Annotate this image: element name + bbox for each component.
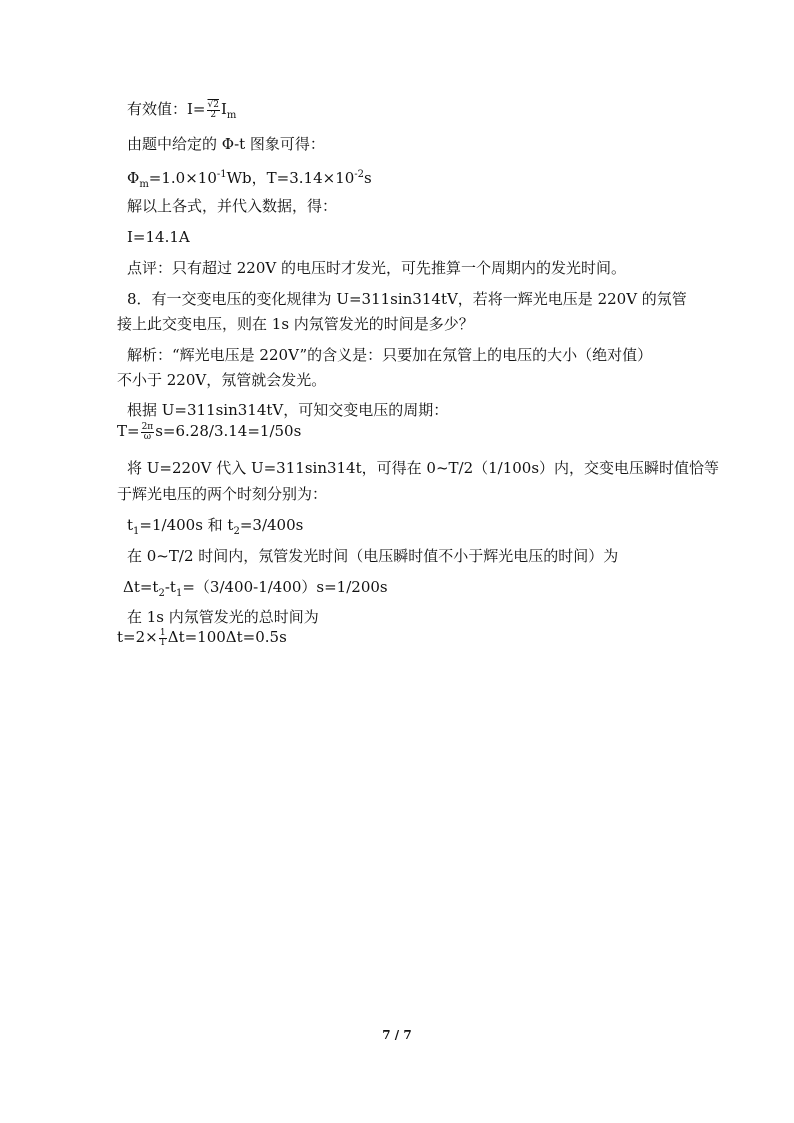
subscript: 2 (233, 526, 240, 537)
superscript: -2 (354, 169, 365, 180)
comment-line: 点评：只有超过 220V 的电压时才发光，可先推算一个周期内的发光时间。 (127, 259, 627, 277)
paragraph-line: 由题中给定的 Φ-t 图象可得： (127, 135, 325, 153)
result-line: I=14.1A (127, 228, 190, 246)
text: -t (164, 578, 176, 596)
question-line: 8．有一交变电压的变化规律为 U=311sin314tV，若将一辉光电压是 220V 的氖管 (127, 290, 687, 308)
paragraph-line: 在 1s 内氖管发光的总时间为 (127, 608, 319, 626)
subscript: 1 (175, 588, 183, 599)
text: Wb，T=3.14×10 (226, 169, 355, 187)
period-formula-line (117, 422, 301, 442)
text: =1.0×10 (148, 169, 217, 187)
text: I (220, 100, 227, 118)
fraction-numerator: 1 (159, 627, 166, 638)
formula-line (123, 578, 388, 603)
text: =3/400s (239, 516, 304, 534)
subscript: 1 (133, 526, 140, 537)
formula-line (127, 166, 372, 194)
total-time-formula-line (117, 628, 287, 648)
fraction (141, 423, 155, 442)
paragraph-line: 将 U=220V 代入 U=311sin314t，可得在 0~T/2（1/100s）内，交变电压瞬时值恰等 (127, 459, 720, 477)
text: Δt=100Δt=0.5s (167, 628, 287, 646)
paragraph-line: 于辉光电压的两个时刻分别为： (117, 485, 328, 503)
fraction-denominator: 2 (210, 109, 217, 120)
fraction-denominator: ω (143, 431, 152, 442)
fraction (159, 629, 167, 648)
paragraph-line: 解以上各式，并代入数据，得： (127, 197, 338, 215)
text: Δt=t (123, 578, 159, 596)
fraction-numerator: 2π (141, 421, 154, 432)
text: t=2× (117, 628, 158, 646)
text: =（3/400-1/400）s=1/200s (182, 578, 388, 596)
analysis-line: 不小于 220V，氖管就会发光。 (117, 371, 327, 389)
superscript: -1 (216, 169, 227, 180)
fraction (207, 101, 220, 120)
formula-line (127, 516, 303, 541)
paragraph-line: 在 0~T/2 时间内，氖管发光时间（电压瞬时值不小于辉光电压的时间）为 (127, 547, 619, 565)
subscript: m (139, 179, 149, 190)
question-line: 接上此交变电压，则在 1s 内氖管发光的时间是多少？ (117, 315, 474, 333)
text: T= (117, 422, 140, 440)
analysis-line: 解析：“辉光电压是 220V”的含义是：只要加在氖管上的电压的大小（绝对值） (127, 346, 653, 364)
subscript: 2 (158, 588, 165, 599)
text: s=6.28/3.14=1/50s (155, 422, 302, 440)
text: Φ (127, 169, 140, 187)
fraction-numerator: √2 (207, 99, 219, 110)
subscript: m (226, 110, 237, 121)
effective-value-line (127, 100, 236, 125)
page-number: 7 / 7 (382, 1028, 412, 1042)
text: 有效值：I= (127, 100, 206, 118)
text: s (364, 169, 372, 187)
paragraph-line: 根据 U=311sin314tV，可知交变电压的周期： (127, 401, 449, 419)
text: t (127, 516, 134, 534)
fraction-denominator: T (159, 637, 166, 648)
text: =1/400s 和 t (139, 516, 234, 534)
